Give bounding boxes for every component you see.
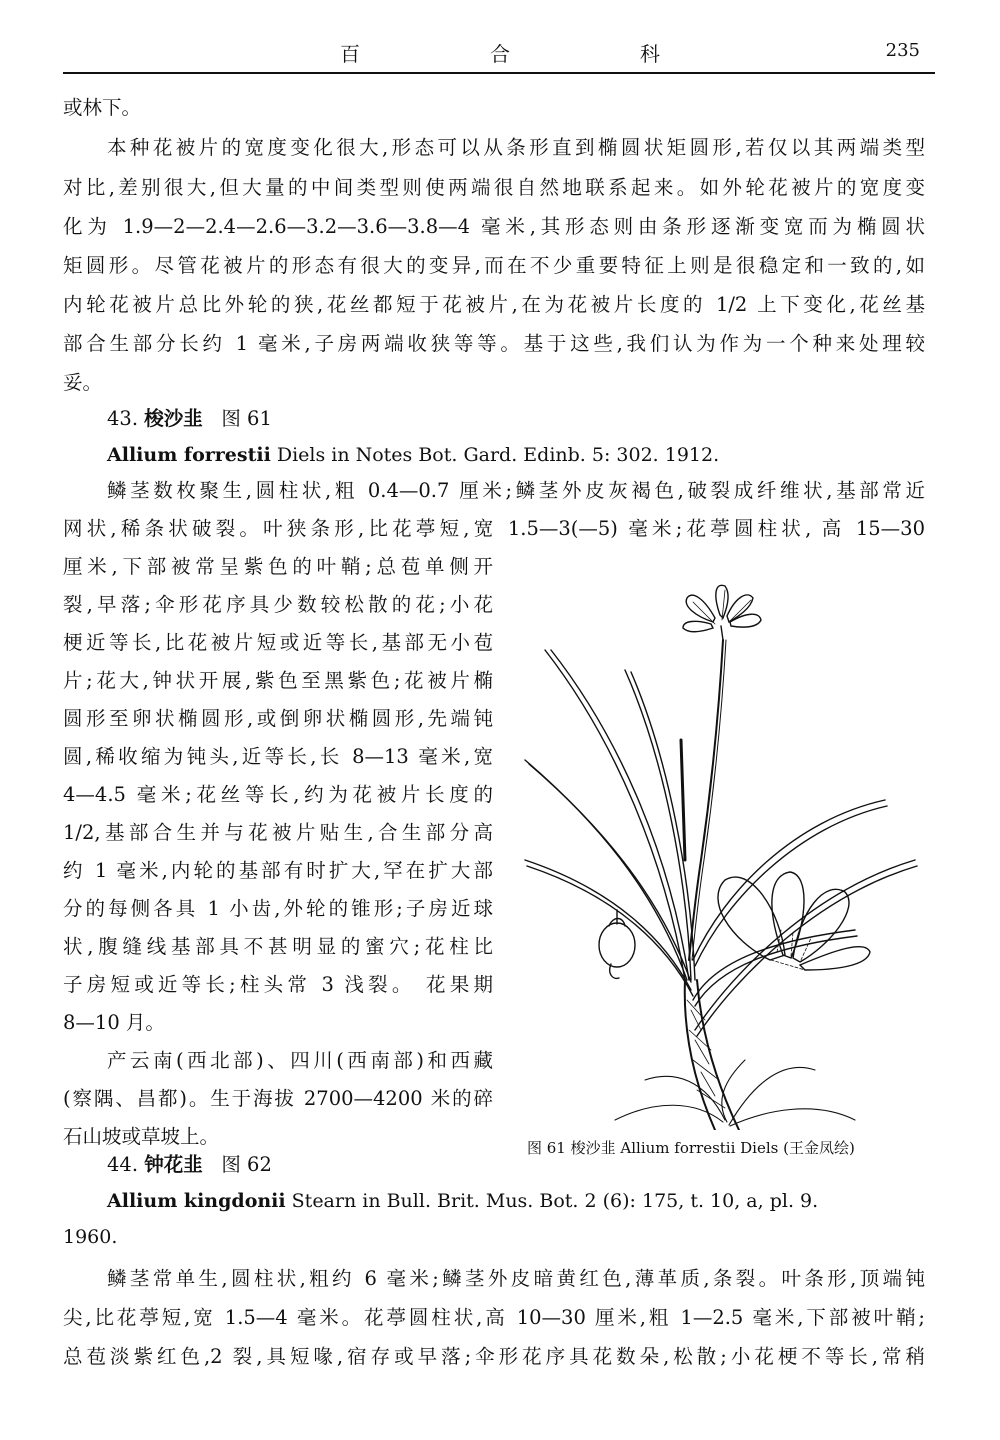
text-line: 总苞淡紫红色,2 裂,具短喙,宿存或早落;伞形花序具花数朵,松散;小花梗不等长,常稍 — [63, 1345, 925, 1368]
botanical-illustration — [515, 560, 935, 1130]
header-char: 科 — [640, 42, 660, 66]
citation-year: 1960. — [63, 1226, 118, 1248]
species-name: 钟花韭 — [144, 1153, 203, 1176]
text-line: 对比,差别很大,但大量的中间类型则使两端很自然地联系起来。如外轮花被片的宽度变 — [63, 176, 925, 199]
latin-citation-44 — [107, 1186, 818, 1216]
species-heading-43 — [107, 404, 272, 434]
text-line: 子房短或近等长;柱头常 3 浅裂。 花果期 — [63, 973, 493, 996]
species-heading-44 — [107, 1150, 272, 1180]
text-line: 鳞茎数枚聚生,圆柱状,粗 0.4—0.7 厘米;鳞茎外皮灰褐色,破裂成纤维状,基部常近 — [107, 479, 925, 502]
scape — [689, 640, 723, 960]
species-number: 43. — [107, 407, 139, 430]
latin-name: Allium kingdonii — [107, 1190, 286, 1212]
text-line: 约 1 毫米,内轮的基部有时扩大,罕在扩大部 — [63, 859, 493, 882]
text-line: 内轮花被片总比外轮的狭,花丝都短于花被片,在为花被片长度的 1/2 上下变化,花丝基 — [63, 293, 925, 316]
citation: Stearn in Bull. Brit. Mus. Bot. 2 (6): 175, t. 10, a, pl. 9. — [285, 1190, 819, 1212]
text-line: 或林下。 — [63, 96, 142, 119]
figure-reference: 图 61 — [221, 407, 272, 430]
figure-caption: 图 61 梭沙韭 Allium forrestii Diels (王金凤绘) — [527, 1139, 855, 1157]
text-line: 鳞茎常单生,圆柱状,粗约 6 毫米;鳞茎外皮暗黄红色,薄革质,条裂。叶条形,顶端钝 — [107, 1267, 925, 1290]
roots — [615, 1060, 855, 1126]
text-line: 4—4.5 毫米;花丝等长,约为花被片长度的 — [63, 783, 493, 806]
text-line: 梗近等长,比花被片短或近等长,基部无小苞 — [63, 631, 493, 654]
header-char: 合 — [490, 42, 510, 66]
text-line: 本种花被片的宽度变化很大,形态可以从条形直到椭圆状矩圆形,若仅以其两端类型 — [107, 136, 925, 159]
header-rule — [63, 72, 935, 74]
text-line: 圆形至卵状椭圆形,或倒卵状椭圆形,先端钝 — [63, 707, 493, 730]
figure-reference: 图 62 — [221, 1153, 272, 1176]
species-name: 梭沙韭 — [144, 407, 203, 430]
latin-name: Allium forrestii — [107, 444, 271, 466]
citation: Diels in Notes Bot. Gard. Edinb. 5: 302. 1912. — [270, 444, 720, 466]
text-line: 状,腹缝线基部具不甚明显的蜜穴;花柱比 — [63, 935, 493, 958]
flower-head — [683, 585, 761, 640]
latin-citation-43 — [107, 440, 719, 470]
text-line: 产云南(西北部)、四川(西南部)和西藏 — [107, 1049, 493, 1072]
text-line: 片;花大,钟状开展,紫色至黑紫色;花被片椭 — [63, 669, 493, 692]
text-line: 石山坡或草坡上。 — [63, 1125, 220, 1148]
text-line: 1/2,基部合生并与花被片贴生,合生部分高 — [63, 821, 493, 844]
text-line: 8—10 月。 — [63, 1011, 165, 1034]
text-line: 网状,稀条状破裂。叶狭条形,比花葶短,宽 1.5—3(—5) 毫米;花葶圆柱状, 高 15—30 — [63, 517, 925, 540]
page-number: 235 — [885, 40, 920, 61]
text-line: 妥。 — [63, 371, 103, 394]
text-line: 矩圆形。尽管花被片的形态有很大的变异,而在不少重要特征上则是很稳定和一致的,如 — [63, 254, 925, 277]
text-line: (察隅、昌都)。生于海拔 2700—4200 米的碎 — [63, 1087, 493, 1110]
text-line: 部合生部分长约 1 毫米,子房两端收狭等等。基于这些,我们认为作为一个种来处理较 — [63, 332, 925, 355]
text-line: 圆,稀收缩为钝头,近等长,长 8—13 毫米,宽 — [63, 745, 493, 768]
text-line: 尖,比花葶短,宽 1.5—4 毫米。花葶圆柱状,高 10—30 厘米,粗 1—2.5 毫米,下部被叶鞘; — [63, 1306, 925, 1329]
text-line: 化为 1.9—2—2.4—2.6—3.2—3.6—3.8—4 毫米,其形态则由条形逐渐变宽而为椭圆状 — [63, 215, 925, 238]
text-line: 厘米,下部被常呈紫色的叶鞘;总苞单侧开 — [63, 555, 493, 578]
header-char: 百 — [340, 42, 360, 66]
species-number: 44. — [107, 1153, 139, 1176]
running-header-title — [340, 38, 660, 67]
text-line: 裂,早落;伞形花序具少数较松散的花;小花 — [63, 593, 493, 616]
text-line: 分的每侧各具 1 小齿,外轮的锥形;子房近球 — [63, 897, 493, 920]
